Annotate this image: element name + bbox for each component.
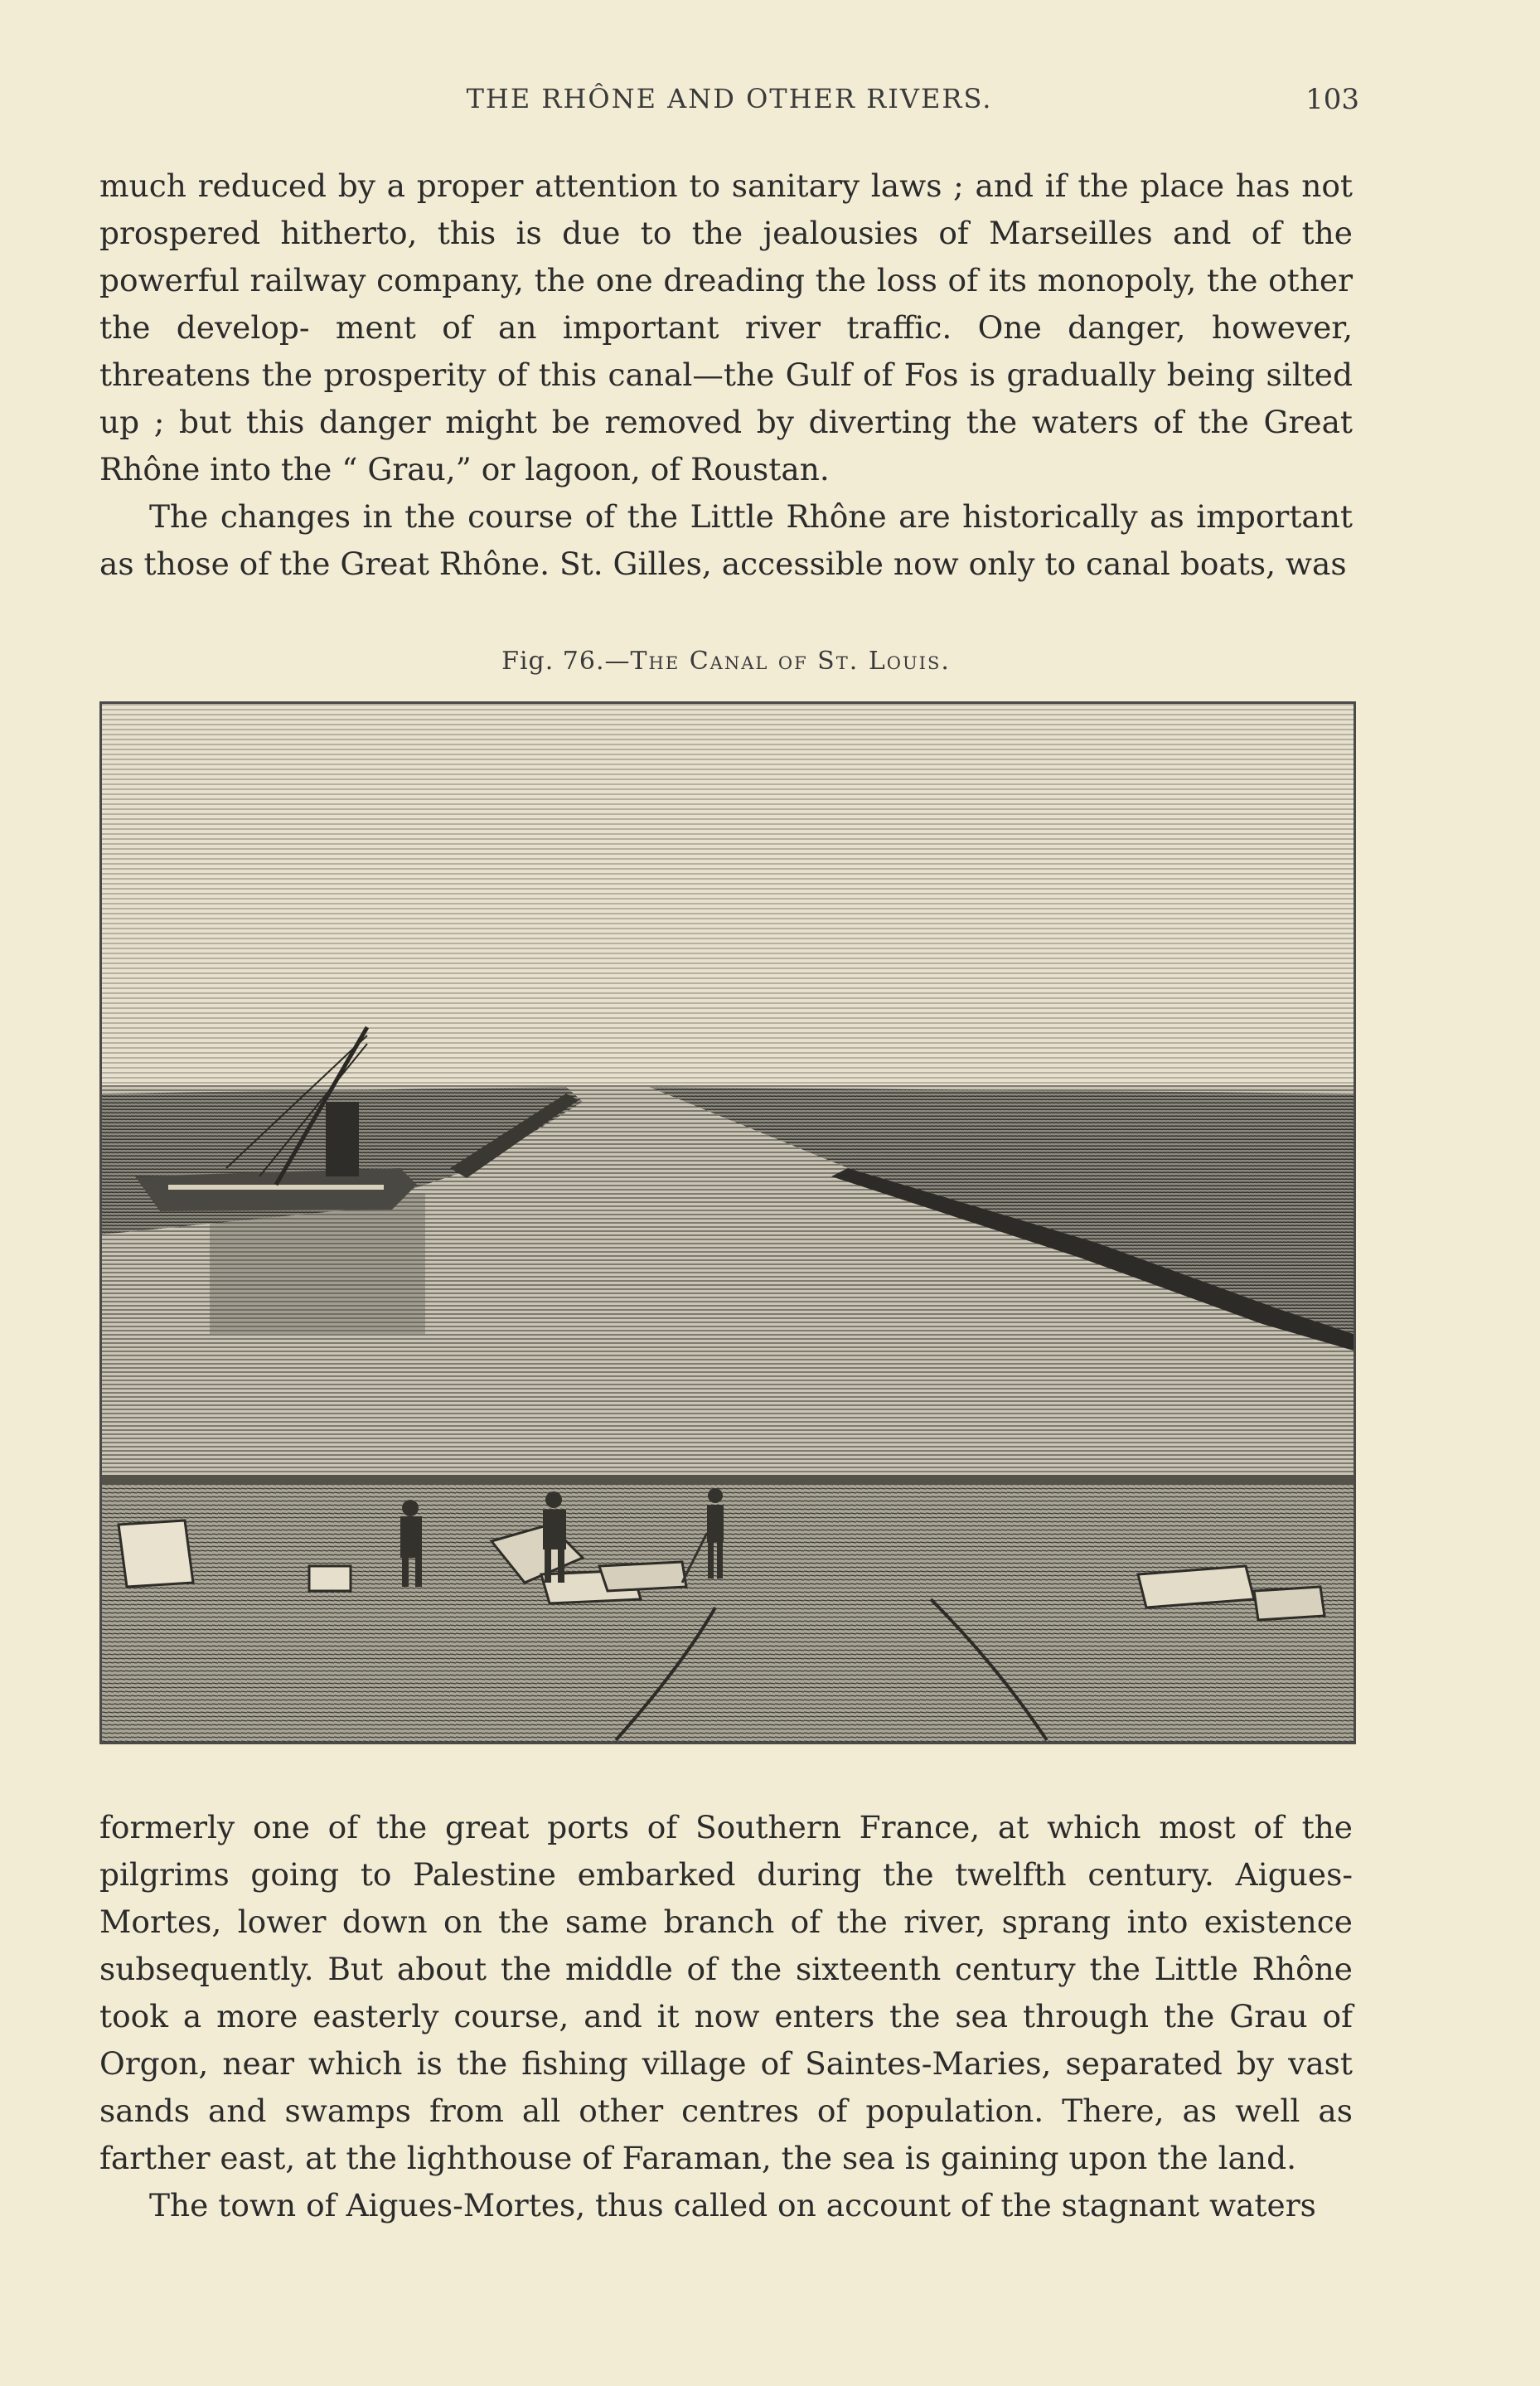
figure-caption-title: The Canal of St. Louis. [630,647,951,676]
figure-caption-prefix: Fig. 76.— [501,647,631,676]
text-block-bottom [99,1804,1353,2229]
page-number: 103 [1305,83,1359,116]
running-head [99,83,1359,124]
paragraph-sanitary-laws: much reduced by a proper attention to sanitary laws ; and if the place has not prospered hitherto, this is due to the jealousies of Marseilles and of the powerful railway company, the one dreading the loss of its monopoly, the other the develop- ment of an important river traffic. One danger, however, threatens the prosperity of this canal—the Gulf of Fos is gradually being silted up ; but this danger might be removed by diverting the waters of the Great Rhône into the “ Grau,” or lagoon, of Roustan. [99,167,1353,487]
paragraph-little-rhone: The changes in the course of the Little Rhône are historically as important as those of the Great Rhône. St. Gilles, accessible now only to canal boats, was [99,498,1353,582]
engraving-illustration [102,704,1354,1742]
figure-caption [99,647,1353,676]
paragraph-aigues-mortes: The town of Aigues-Mortes, thus called on account of the stagnant waters [149,2187,1316,2224]
running-title: THE RHÔNE AND OTHER RIVERS. [466,83,993,114]
text-block-top [99,162,1353,588]
paragraph-st-gilles-continued: formerly one of the great ports of Southern France, at which most of the pilgrims going to Palestine embarked during the twelfth century. Aigues-Mortes, lower down on the same branch of the river, sprang into existence subsequently. But about the middle of the sixteenth century the Little Rhône took a more easterly course, and it now enters the sea through the Grau of Orgon, near which is the fishing village of Saintes-Maries, separated by vast sands and swamps from all other centres of population. There, as well as farther east, at the lighthouse of Faraman, the sea is gaining upon the land. [99,1809,1353,2176]
engraving-canal-of-st-louis [99,701,1356,1744]
